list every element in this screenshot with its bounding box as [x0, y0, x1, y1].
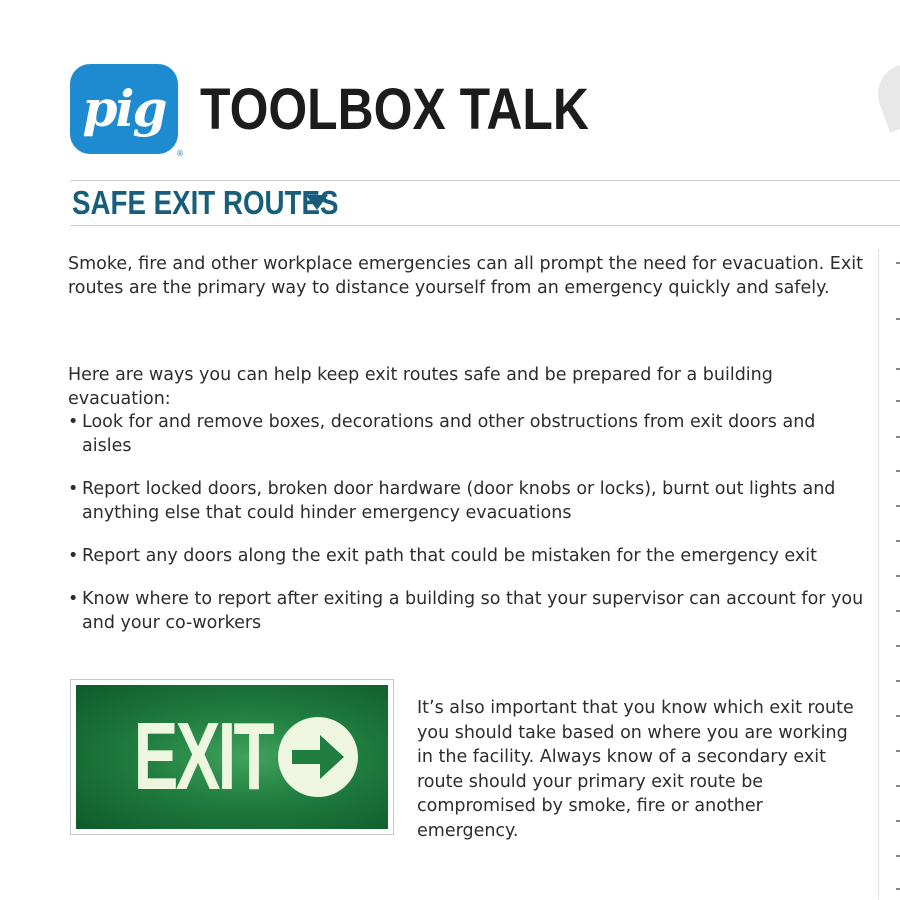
header	[70, 64, 652, 158]
safety-tips-list	[68, 410, 868, 654]
margin-tick	[896, 400, 900, 402]
arrow-right-circle-icon	[276, 715, 360, 799]
margin-tick	[896, 820, 900, 822]
logo-text: pig	[82, 79, 166, 138]
page-corner-decoration	[870, 56, 900, 133]
triangle-down-icon	[306, 195, 328, 210]
margin-tick	[896, 715, 900, 717]
bullet-icon: •	[68, 546, 79, 566]
margin-tick	[896, 610, 900, 612]
list-item-text: Report any doors along the exit path that could be mistaken for the emergency exit	[82, 546, 817, 566]
exit-sign-panel	[76, 685, 388, 829]
section-heading	[72, 182, 389, 224]
list-item-text: Report locked doors, broken door hardware (door knobs or locks), burnt out lights and anything else that could hinder emergency evacuations	[82, 479, 836, 523]
bullet-icon: •	[68, 589, 79, 609]
margin-tick	[896, 680, 900, 682]
margin-tick	[896, 575, 900, 577]
intro-paragraph: Smoke, fire and other workplace emergencies can all prompt the need for evacuation. Exit routes are the primary way to distance yourself from an emergency quickly and safely.	[68, 254, 863, 298]
margin-tick	[896, 368, 900, 370]
list-item-text: Look for and remove boxes, decorations and other obstructions from exit doors and aisles	[82, 412, 816, 456]
closing-paragraph: It’s also important that you know which exit route you should take based on where you are working in the facility. Always know of a secondary exit route should your primary exit route be compromised by smoke, fire or another emergency.	[417, 698, 854, 841]
registered-mark: ®	[176, 149, 184, 158]
margin-tick	[896, 470, 900, 472]
margin-tick	[896, 505, 900, 507]
pig-logo	[70, 64, 184, 158]
margin-tick	[896, 540, 900, 542]
margin-tick	[896, 645, 900, 647]
section-divider-bottom	[70, 225, 900, 226]
section-title: SAFE EXIT ROUTES	[72, 184, 339, 221]
page-title: TOOLBOX TALK	[200, 76, 589, 142]
list-item	[68, 587, 868, 635]
exit-sign-image	[70, 679, 394, 835]
lead-in-paragraph: Here are ways you can help keep exit routes safe and be prepared for a building evacuation:	[68, 365, 773, 409]
exit-sign-text: EXIT	[133, 703, 273, 810]
margin-tick	[896, 436, 900, 438]
margin-guide	[878, 250, 880, 900]
bullet-icon: •	[68, 479, 79, 499]
list-item-text: Know where to report after exiting a building so that your supervisor can account for you and your co-workers	[82, 589, 864, 633]
list-item	[68, 477, 868, 525]
list-item	[68, 410, 868, 458]
section-divider-top	[70, 180, 900, 181]
margin-tick	[896, 855, 900, 857]
margin-tick	[896, 750, 900, 752]
margin-tick	[896, 318, 900, 320]
margin-tick	[896, 888, 900, 890]
margin-tick	[896, 262, 900, 264]
margin-tick	[896, 785, 900, 787]
list-item	[68, 544, 868, 568]
bullet-icon: •	[68, 412, 79, 432]
